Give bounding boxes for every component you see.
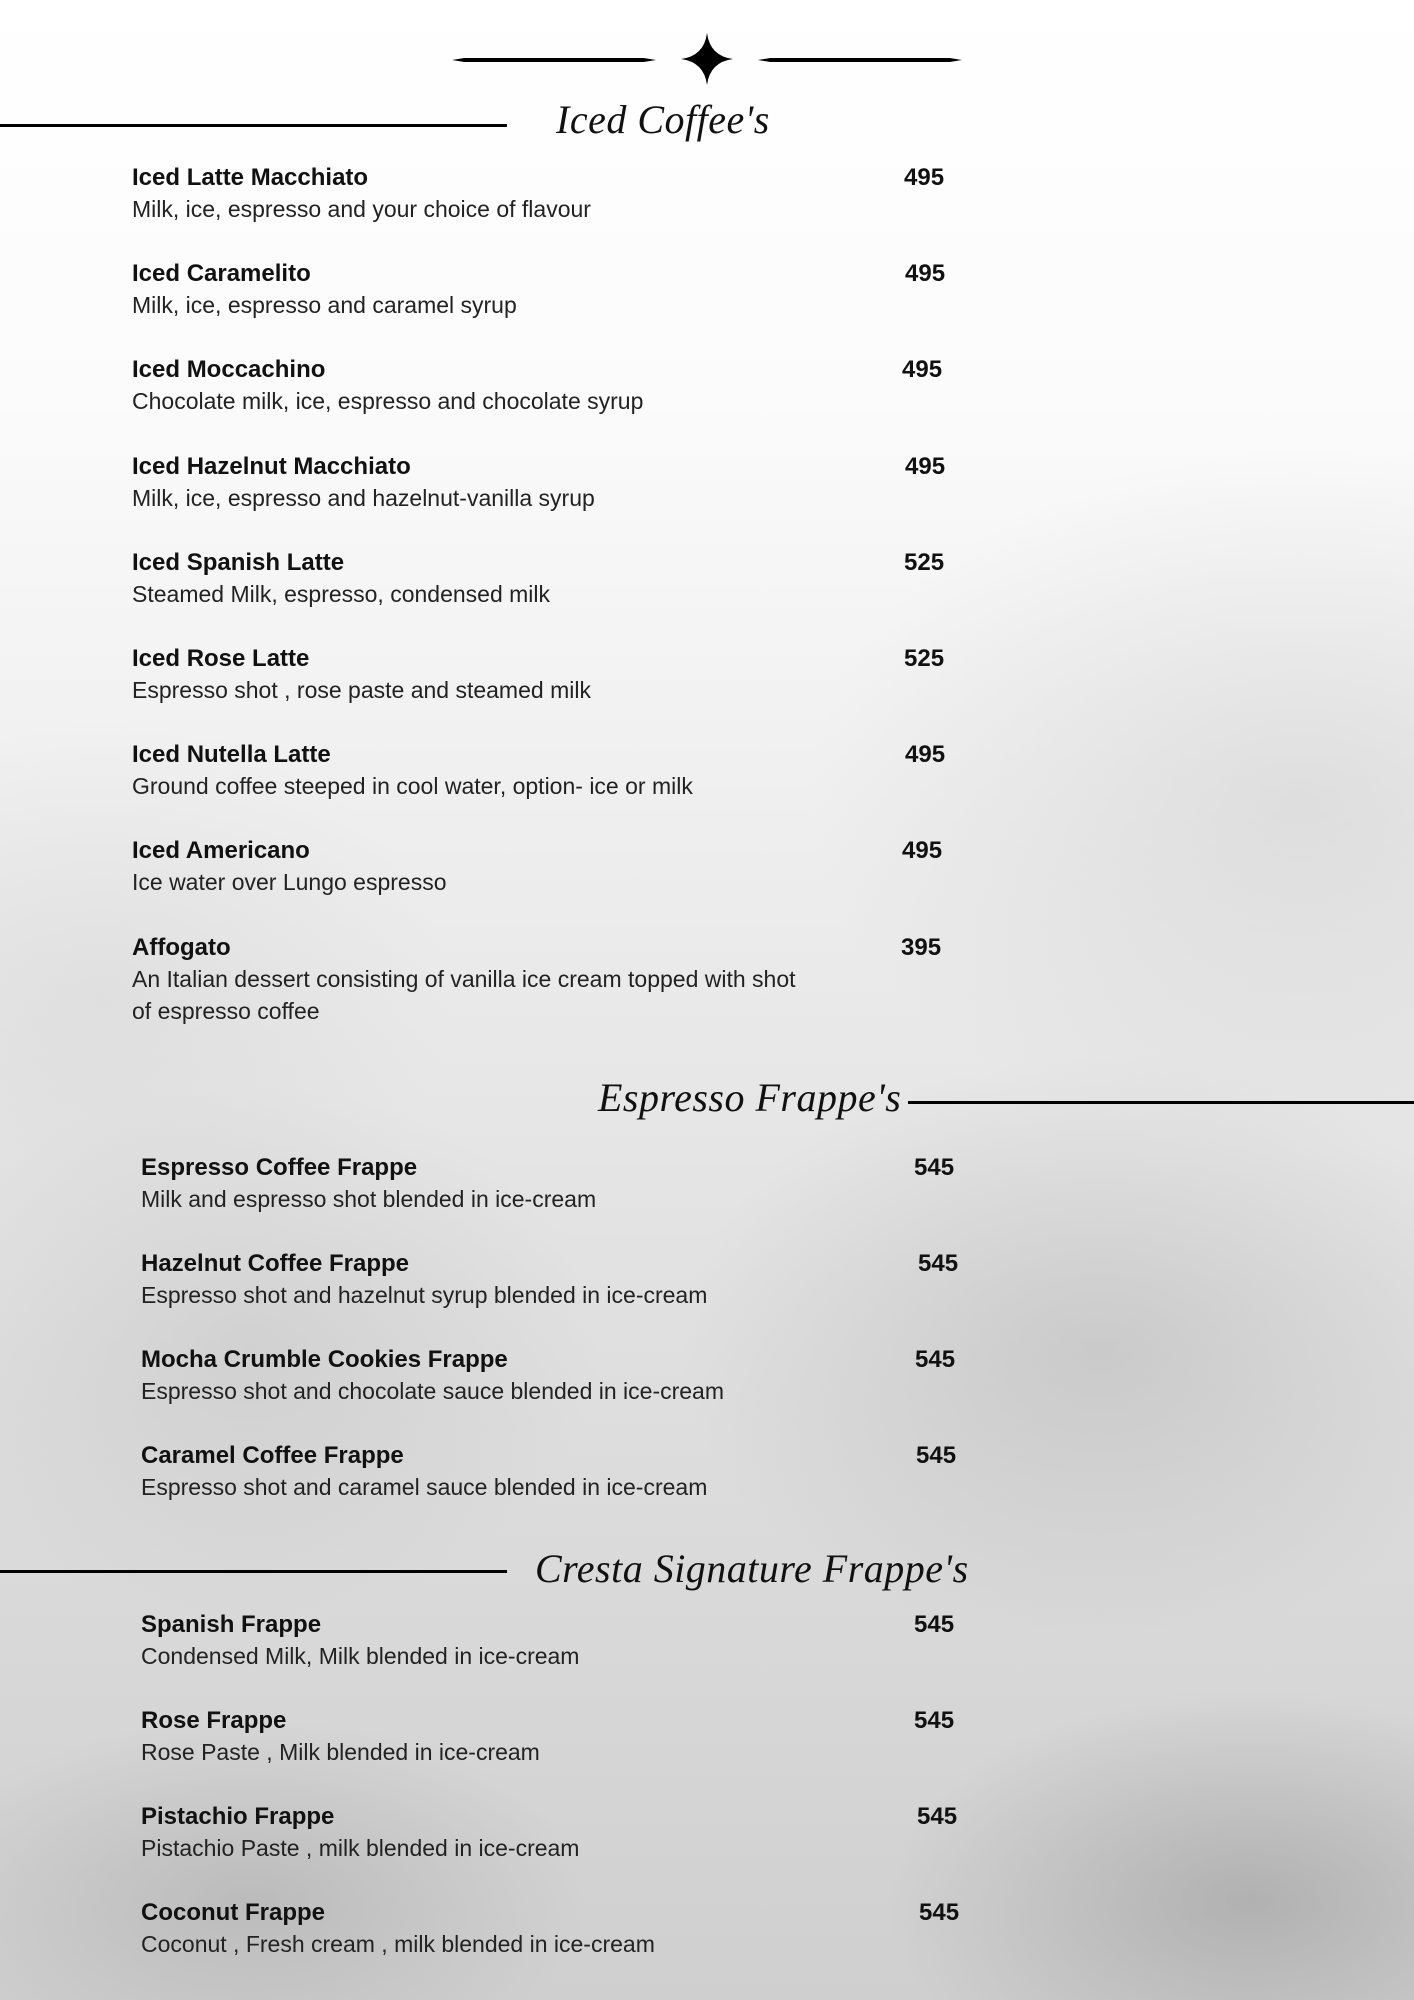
item-description: Condensed Milk, Milk blended in ice-cream <box>141 1643 580 1669</box>
section-divider-left <box>0 1570 507 1573</box>
menu-item <box>132 259 812 321</box>
item-price: 545 <box>915 1346 956 1373</box>
item-price: 495 <box>905 741 946 768</box>
menu-item <box>141 1706 821 1768</box>
item-name: Iced Caramelito <box>132 260 311 287</box>
item-description: Ice water over Lungo espresso <box>132 869 447 895</box>
item-price: 495 <box>905 260 946 287</box>
item-description: Coconut , Fresh cream , milk blended in ice-cream <box>141 1931 655 1957</box>
item-price: 395 <box>901 934 942 961</box>
section-divider-left <box>0 124 507 127</box>
item-price: 495 <box>905 453 946 480</box>
item-description: Espresso shot and chocolate sauce blended in ice-cream <box>141 1378 725 1404</box>
item-name: Hazelnut Coffee Frappe <box>141 1250 410 1277</box>
menu-item <box>132 452 812 514</box>
ornament-line-right <box>758 58 962 62</box>
item-description: Espresso shot , rose paste and steamed milk <box>132 677 591 703</box>
item-description: Milk, ice, espresso and your choice of flavour <box>132 196 591 222</box>
item-price: 545 <box>918 1250 959 1277</box>
item-price: 525 <box>904 645 945 672</box>
item-name: Coconut Frappe <box>141 1899 325 1926</box>
item-description: Pistachio Paste , milk blended in ice-cream <box>141 1835 580 1861</box>
menu-item <box>132 740 812 802</box>
item-price: 545 <box>916 1442 957 1469</box>
menu-item <box>132 933 812 1027</box>
item-name: Mocha Crumble Cookies Frappe <box>141 1346 508 1373</box>
menu-item <box>141 1153 821 1215</box>
item-price: 495 <box>902 356 943 383</box>
item-description: Chocolate milk, ice, espresso and chocolate syrup <box>132 388 644 414</box>
menu-item <box>141 1249 821 1311</box>
item-description: Steamed Milk, espresso, condensed milk <box>132 581 551 607</box>
section-divider-right <box>908 1101 1414 1104</box>
menu-item <box>132 163 812 225</box>
item-name: Iced Rose Latte <box>132 645 310 672</box>
section-title-cresta-signature-frappes: Cresta Signature Frappe's <box>535 1546 969 1591</box>
item-price: 495 <box>904 164 945 191</box>
item-name: Iced Americano <box>132 837 310 864</box>
item-price: 545 <box>914 1154 955 1181</box>
item-description: Espresso shot and hazelnut syrup blended in ice-cream <box>141 1282 708 1308</box>
item-name: Iced Hazelnut Macchiato <box>132 453 411 480</box>
item-name: Iced Latte Macchiato <box>132 164 369 191</box>
item-name: Iced Nutella Latte <box>132 741 331 768</box>
item-description: An Italian dessert consisting of vanilla ice cream topped with shot of espresso coffee <box>132 966 796 1024</box>
menu-item <box>132 548 812 610</box>
item-name: Iced Spanish Latte <box>132 549 345 576</box>
item-price: 525 <box>904 549 945 576</box>
menu-item <box>132 644 812 706</box>
item-name: Rose Frappe <box>141 1707 287 1734</box>
section-title-espresso-frappes: Espresso Frappe's <box>598 1075 902 1120</box>
item-description: Milk, ice, espresso and hazelnut-vanilla syrup <box>132 485 595 511</box>
item-name: Iced Moccachino <box>132 356 326 383</box>
item-description: Espresso shot and caramel sauce blended in ice-cream <box>141 1474 708 1500</box>
item-name: Espresso Coffee Frappe <box>141 1154 418 1181</box>
item-name: Pistachio Frappe <box>141 1803 335 1830</box>
menu-item <box>141 1802 821 1864</box>
item-name: Caramel Coffee Frappe <box>141 1442 404 1469</box>
item-price: 545 <box>919 1899 960 1926</box>
section-title-iced-coffees: Iced Coffee's <box>556 97 770 142</box>
item-description: Ground coffee steeped in cool water, option- ice or milk <box>132 773 693 799</box>
menu-item <box>132 836 812 898</box>
menu-item <box>141 1441 821 1503</box>
menu-item <box>141 1345 821 1407</box>
item-price: 495 <box>902 837 943 864</box>
item-description: Milk, ice, espresso and caramel syrup <box>132 292 517 318</box>
item-description: Milk and espresso shot blended in ice-cream <box>141 1186 597 1212</box>
item-price: 545 <box>917 1803 958 1830</box>
item-name: Spanish Frappe <box>141 1611 322 1638</box>
menu-item <box>141 1898 821 1960</box>
item-price: 545 <box>914 1611 955 1638</box>
item-price: 545 <box>914 1707 955 1734</box>
ornament-line-left <box>452 58 656 62</box>
four-point-star-icon <box>681 33 733 85</box>
menu-item <box>141 1610 821 1672</box>
menu-item <box>132 355 812 417</box>
item-description: Rose Paste , Milk blended in ice-cream <box>141 1739 540 1765</box>
item-name: Affogato <box>132 934 231 961</box>
